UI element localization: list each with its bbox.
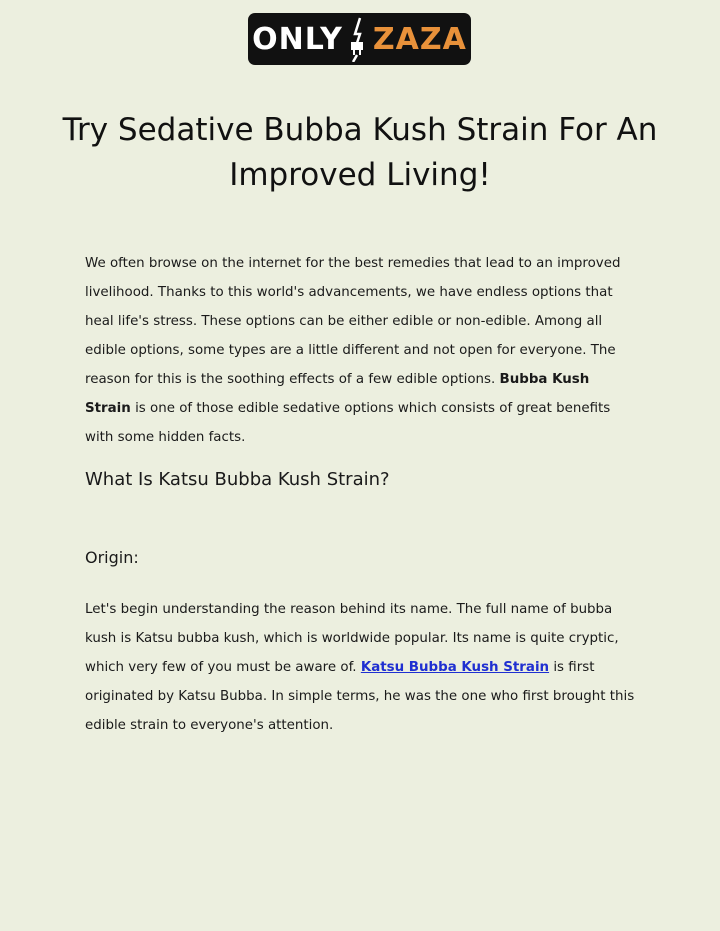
intro-text-end: is one of those edible sedative options which consists of great benefits with some hidden facts. [85,401,611,445]
lightning-plug-icon [347,16,369,62]
origin-text-end: is first originated by Katsu Bubba. In simple terms, he was the one who first brought this edible strain to everyone's attention. [85,660,635,733]
section-heading: What Is Katsu Bubba Kush Strain? [85,469,390,490]
intro-text-start: We often browse on the internet for the best remedies that lead to an improved livelihood. Thanks to this world's advancements, we have endless options that heal life's stress. These options can be either edible or non-edible. Among all edible options, some types are a little different and not open for everyone. The reason for this is the soothing effects of a few edible options. [85,256,621,387]
origin-paragraph [85,595,637,740]
logo-word-only: ONLY [252,21,343,57]
logo-word-zaza: ZAZA [372,21,467,57]
sub-heading-origin: Origin: [85,548,139,567]
brand-logo [248,13,471,65]
intro-bold-term: Bubba Kush Strain [85,372,590,416]
katsu-bubba-kush-link[interactable]: Katsu Bubba Kush Strain [360,660,550,675]
page-title: Try Sedative Bubba Kush Strain For An Improved Living! [62,112,658,193]
origin-text-start: Let's begin understanding the reason behind its name. The full name of bubba kush is Katsu bubba kush, which is worldwide popular. Its name is quite cryptic, which very few of you must be aware of. [85,602,619,675]
intro-paragraph [85,249,637,452]
